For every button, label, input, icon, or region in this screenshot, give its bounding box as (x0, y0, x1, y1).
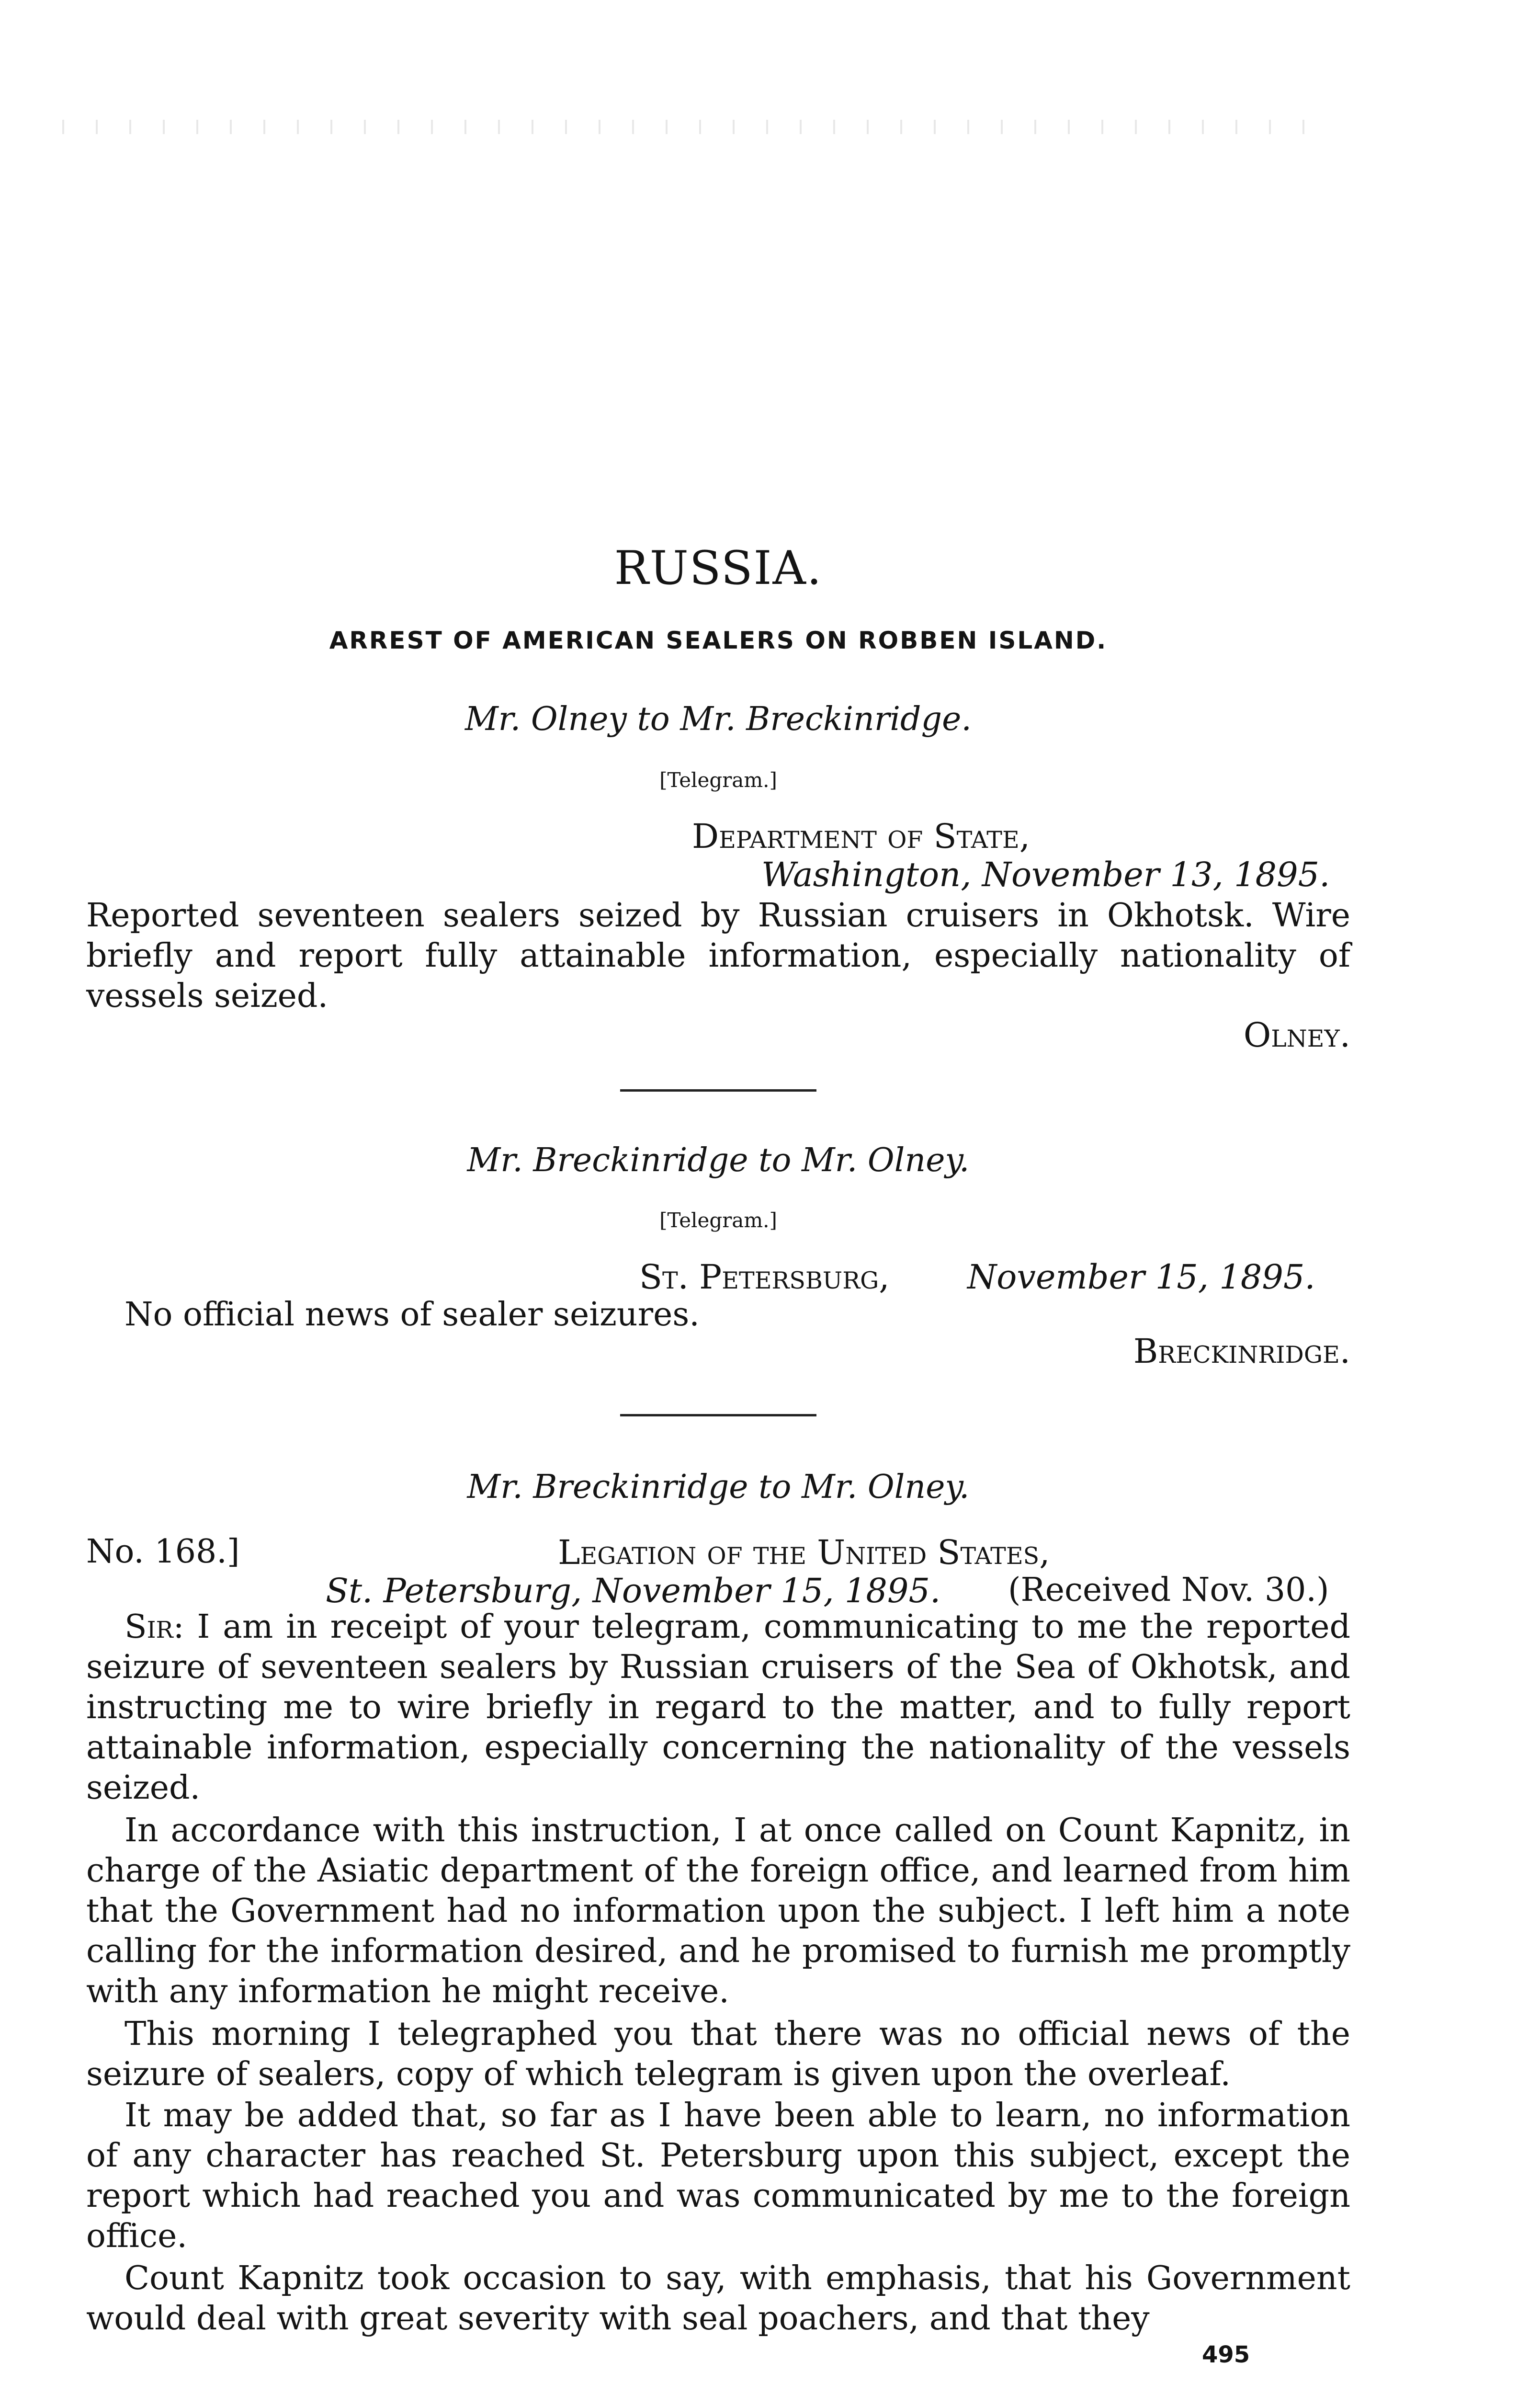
doc2-signature: Breckinridge. (1133, 1332, 1350, 1371)
doc3-paragraph-2: In accordance with this instruction, I at once called on Count Kapnitz, in charge of the Asiatic department of the foreign office, and learned from him that the Government had no information upon the subject. I left him a note calling for the information desired, and he promised to furnish me promptly with any information he might receive. (86, 1812, 1350, 2010)
doc2-telegram-tag: [Telegram.] (659, 1209, 777, 1232)
doc1-heading: Mr. Olney to Mr. Breckinridge. (465, 700, 972, 738)
doc3-paragraph-3: This morning I telegraphed you that there was no official news of the seizure of sealers, copy of which telegram is given upon the overleaf. (86, 2015, 1350, 2093)
doc3-heading: Mr. Breckinridge to Mr. Olney. (467, 1468, 970, 1506)
doc3-date: St. Petersburg, November 15, 1895. (326, 1571, 941, 1610)
doc1-signature: Olney. (1243, 1015, 1350, 1055)
doc1-place: Department of State, (692, 817, 1030, 856)
doc2-place: St. Petersburg, (639, 1257, 890, 1297)
country-title: RUSSIA. (614, 541, 823, 595)
doc3-paragraph-1: Sir: I am in receipt of your telegram, communicating to me the reported seizure of seventeen sealers by Russian cruisers of the Sea of Okhotsk, and instructing me to wire briefly in regard to the matter, and to fully report attainable information, especially concerning the nationality of the vessels seized. (86, 1608, 1350, 1807)
doc2-body: No official news of sealer seizures. (125, 1296, 700, 1334)
doc2-heading: Mr. Breckinridge to Mr. Olney. (467, 1141, 970, 1179)
page-number: 495 (1202, 2341, 1250, 2368)
doc1-telegram-tag: [Telegram.] (659, 768, 777, 792)
doc3-number: No. 168.] (86, 1533, 240, 1571)
doc3-received: (Received Nov. 30.) (1008, 1571, 1329, 1609)
subject-heading: ARREST OF AMERICAN SEALERS ON ROBBEN ISLAND. (329, 627, 1108, 654)
divider-rule (620, 1089, 816, 1092)
document-page (86, 0, 1350, 2395)
doc3-paragraph-5: Count Kapnitz took occasion to say, with emphasis, that his Government would deal with great severity with seal poachers, and that they (86, 2259, 1350, 2338)
doc3-salutation: Sir: (125, 1608, 184, 1646)
doc3-paragraph-4: It may be added that, so far as I have been able to learn, no information of any character has reached St. Petersburg upon this subject, except the report which had reached you and was communicated by me to the foreign office. (86, 2097, 1350, 2255)
doc3-place: Legation of the United States, (558, 1533, 1050, 1572)
doc2-date: November 15, 1895. (967, 1257, 1315, 1297)
doc1-body: Reported seventeen sealers seized by Russian cruisers in Okhotsk. Wire briefly and report fully attainable information, especially nationality of vessels seized. (86, 897, 1350, 1015)
divider-rule (620, 1414, 816, 1416)
doc1-date: Washington, November 13, 1895. (761, 855, 1330, 894)
